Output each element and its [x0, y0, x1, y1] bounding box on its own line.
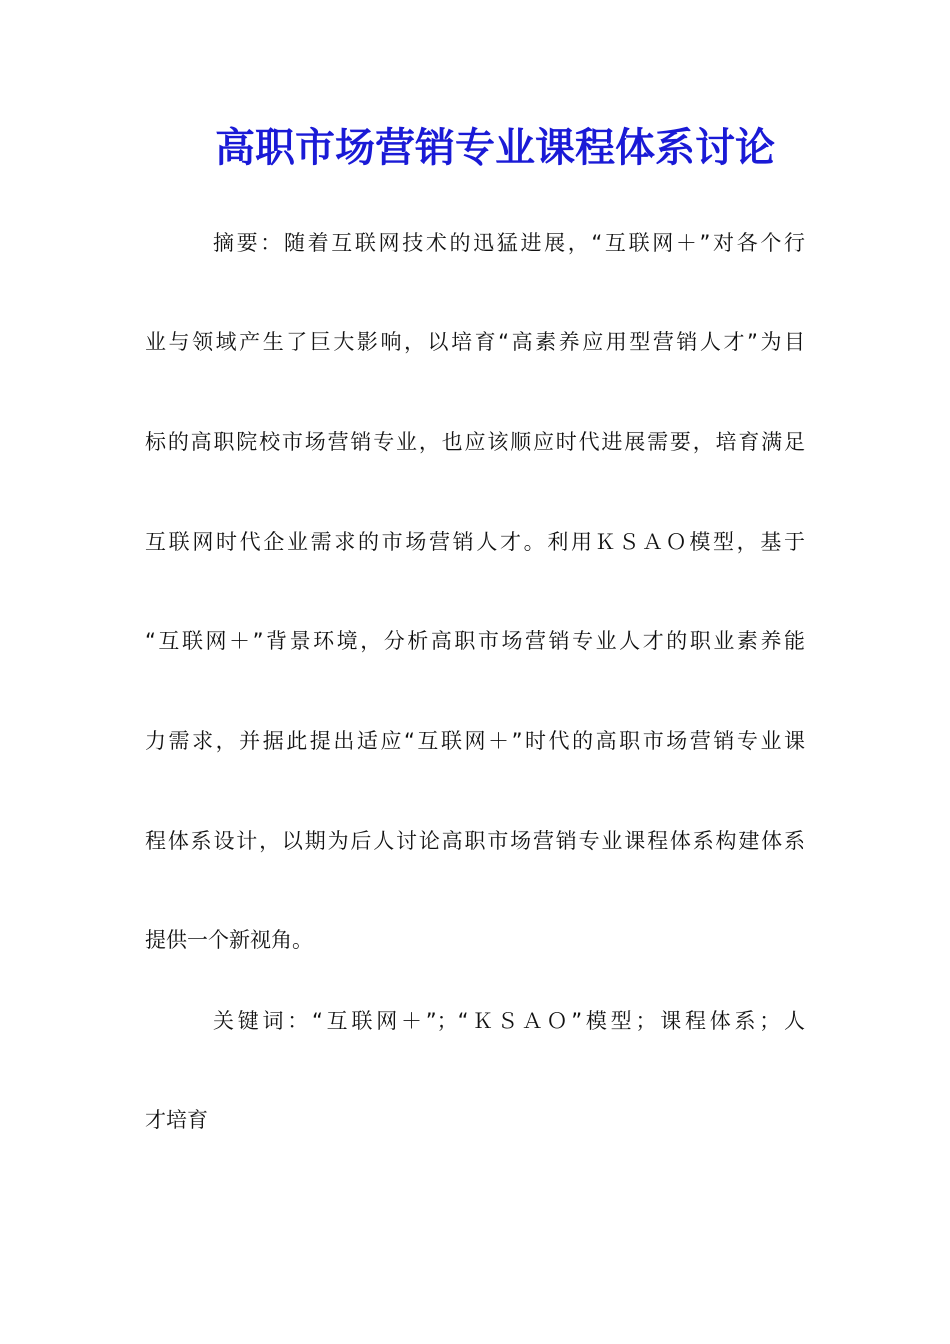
abstract-line: 标的高职院校市场营销专业，也应该顺应时代进展需要，培育满足 — [145, 430, 805, 454]
abstract-line: 摘要：随着互联网技术的迅猛进展，“互联网＋”对各个行 — [213, 231, 805, 255]
abstract-line: 程体系设计，以期为后人讨论高职市场营销专业课程体系构建体系 — [145, 829, 805, 853]
document-title: 高职市场营销专业课程体系讨论 — [215, 124, 775, 171]
abstract-line: 业与领域产生了巨大影响，以培育“高素养应用型营销人才”为目 — [145, 330, 805, 354]
keywords-line-last: 才培育 — [145, 1108, 208, 1132]
abstract-line: 互联网时代企业需求的市场营销人才。利用ＫＳＡＯ模型，基于 — [145, 530, 805, 554]
keywords-line: 关键词：“互联网＋”；“ＫＳＡＯ”模型；课程体系；人 — [213, 1009, 805, 1033]
abstract-line: “互联网＋”背景环境，分析高职市场营销专业人才的职业素养能 — [145, 629, 805, 653]
abstract-line: 力需求，并据此提出适应“互联网＋”时代的高职市场营销专业课 — [145, 729, 805, 753]
abstract-line-last: 提供一个新视角。 — [145, 928, 313, 952]
